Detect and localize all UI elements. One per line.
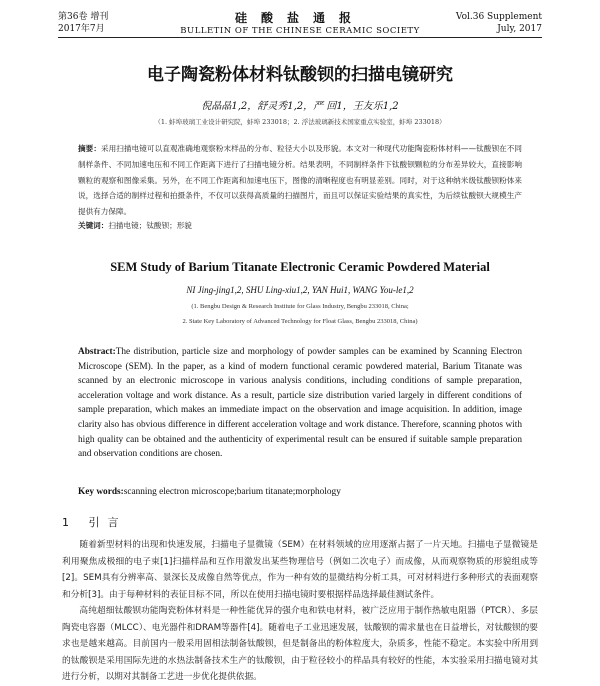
section-number: 1 (62, 516, 77, 529)
abstract-zh (78, 141, 522, 220)
authors-zh: 倪晶晶1,2，舒灵秀1,2，严 回1，王友乐1,2 (201, 101, 399, 112)
keywords-en-text: scanning electron microscope;barium titanate;morphology (123, 487, 341, 497)
header-rule (58, 37, 542, 38)
keywords-en-label: Key words: (78, 487, 124, 497)
keywords-en (78, 487, 522, 497)
keywords-zh (78, 220, 522, 231)
body-paragraph: 随着新型材料的出现和快速发展，扫描电子显微镜（SEM）在材料领域的应用逐渐占据了一片天地。扫描电子显微镜是利用聚焦成极细的电子束[1]扫描样品和互作用激发出某些物理信号（例如二次电子）而成像，从而观察物质的形貌组成等[2]。SEM具有分辨率高、景深长及成像自然等优点，作为一种有效的显微结构分析工具，可对材料进行多种形式的表面观察和分析[3]。由于每种材料的表征目标不同，所以在使用扫描电镜时要根据样品选择最佳测试条件。 (62, 540, 538, 600)
title-zh: 电子陶瓷粉体材料钛酸钡的扫描电镜研究 (147, 65, 453, 85)
header-journal-en: BULLETIN OF THE CHINESE CERAMIC SOCIETY (180, 26, 420, 36)
affiliations-zh: （1. 蚌埠玻璃工业设计研究院，蚌埠 233018；2. 浮法玻璃新技术国家重点实验室，蚌埠 233018） (154, 118, 446, 126)
section-heading-1 (62, 514, 127, 530)
authors-en: NI Jing-jing1,2, SHU Ling-xiu1,2, YAN Hui1, WANG You-le1,2 (186, 285, 414, 295)
abstract-en-label: Abstract: (78, 347, 116, 357)
affiliation-en-1: (1. Bengbu Design & Research Institute for Glass Industry, Bengbu 233018, China; (191, 303, 409, 310)
header-date-en: July, 2017 (497, 24, 542, 34)
keywords-zh-label: 关键词： (78, 221, 109, 230)
header-vol-en: Vol.36 Supplement (455, 12, 542, 22)
header-journal-zh: 硅酸盐通报 (234, 11, 365, 25)
header-date: 2017年7月 (58, 24, 105, 34)
keywords-zh-text: 扫描电镜；钛酸钡；形貌 (108, 221, 192, 230)
header-right (456, 11, 542, 35)
body-text (62, 537, 538, 686)
abstract-zh-label: 摘要： (78, 144, 101, 153)
abstract-en-text: The distribution, particle size and morphology of powder samples can be examined by Scanning Electron Microscope (SEM). In the paper, as a kind of modern functional ceramic powdered material, Barium Titanate was scanned by an electronic microscope in various analysis conditions, including conditions of sample preparation, acceleration voltage and work distance. As a result, particle size distribution varied largely in different conditions of sample preparation, which makes an immediate impact on the observation and image acquisition. In addition, image clarity also has obvious difference in different acceleration voltage and work distance. Therefore, scanning photos with high quality can be obtained and the authenticity of experimental result can be ensured if suitable sample preparation and observation conditions are chosen. (78, 347, 522, 460)
affiliation-en-2: 2. State Key Laboratory of Advanced Technology for Float Glass, Bengbu 233018, China) (182, 318, 418, 325)
running-header (58, 11, 542, 37)
section-title: 引言 (88, 516, 127, 529)
abstract-en (78, 345, 522, 462)
abstract-zh-text: 采用扫描电镜可以直观准确地观察粉末样品的分布、粒径大小以及形貌。本文对一种现代功能陶瓷粉体材料——钛酸钡在不同制样条件、不同加速电压和不同工作距离下进行了扫描电镜分析。结果表明，不同制样条件下钛酸钡颗粒的分布差异较大，直接影响颗粒的观察和图像采集。另外，在不同工作距离和加速电压下，图像的清晰程度也有明显差别。同时，对于这种纳米级钛酸钡粉体来说，选择合适的制样过程和拍摄条件，不仅可以获得高质量的扫描图片，而且可以保证实验结果的真实性，为后续钛酸钡大规模生产提供有力保障。 (78, 144, 523, 217)
title-en: SEM Study of Barium Titanate Electronic Ceramic Powdered Material (110, 260, 490, 274)
header-volume: 第36卷 增刊 (58, 12, 109, 22)
body-paragraph: 高纯超细钛酸钡功能陶瓷粉体材料是一种性能优异的强介电和铁电材料，被广泛应用于制作热敏电阻器（PTCR）、多层陶瓷电容器（MLCC）、电光器件和DRAM等器件[4]。随着电子工业迅速发展，钛酸钡的需求量也在日益增长，对钛酸钡的要求也是越来越高。目前国内一般采用固相法制备钛酸钡，但是制备出的粉体粒度大，杂质多，性能不稳定。本实验中所用到的钛酸钡是采用国际先进的水热法制备技术生产的钛酸钡，由于粒径较小的样品具有较好的性能，本实验采用扫描电镜对其进行分析，以期对其制备工艺进一步优化提供依据。 (62, 606, 538, 682)
